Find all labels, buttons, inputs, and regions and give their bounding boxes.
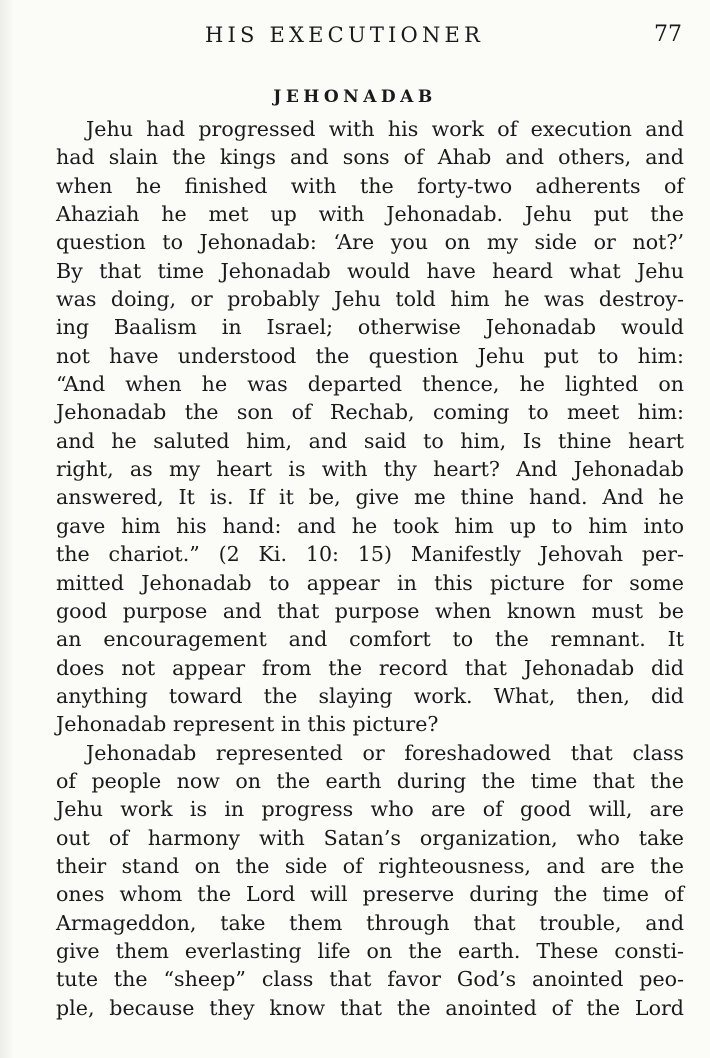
text-line: give them everlasting life on the earth. These consti- xyxy=(56,938,684,963)
text-line: their stand on the side of righteousness, and are the xyxy=(56,853,684,878)
page-edge-shadow xyxy=(0,0,14,1058)
text-line: an encouragement and comfort to the remnant. It xyxy=(56,627,684,652)
text-line: Armageddon, take them through that trouble, and xyxy=(56,910,684,935)
text-line: and he saluted him, and said to him, Is thine heart xyxy=(56,428,684,453)
text-line: Jehu had progressed with his work of execution and xyxy=(86,117,684,141)
text-line: when he finished with the forty-two adherents of xyxy=(56,173,684,198)
text-line: right, as my heart is with thy heart? And Jehonadab xyxy=(56,457,684,482)
text-line: ple, because they know that the anointed of the Lord xyxy=(56,995,684,1020)
body-text xyxy=(56,115,684,1022)
text-line: ing Baalism in Israel; otherwise Jehonadab would xyxy=(56,315,684,340)
text-line: Jehonadab the son of Rechab, coming to meet him: xyxy=(56,400,684,425)
text-line: Jehonadab represent in this picture? xyxy=(56,712,439,737)
text-line: not have understood the question Jehu put to him: xyxy=(56,343,684,368)
page-number: 77 xyxy=(654,22,682,47)
text-line: “And when he was departed thence, he lighted on xyxy=(56,372,684,397)
text-line: had slain the kings and sons of Ahab and others, and xyxy=(56,145,684,170)
text-line: mitted Jehonadab to appear in this picture for some xyxy=(56,570,684,595)
running-header xyxy=(0,20,710,50)
text-line: Jehonadab represented or foreshadowed that class xyxy=(86,740,684,765)
text-line: Ahaziah he met up with Jehonadab. Jehu put the xyxy=(56,202,684,227)
text-line: of people now on the earth during the time that the xyxy=(56,768,684,793)
text-line: anything toward the slaying work. What, then, did xyxy=(56,683,684,708)
text-line: question to Jehonadab: ‘Are you on my side or not?’ xyxy=(56,230,684,255)
text-line: good purpose and that purpose when known must be xyxy=(56,598,684,623)
text-line: ones whom the Lord will preserve during the time of xyxy=(56,882,684,907)
text-line: tute the “sheep” class that favor God’s anointed peo- xyxy=(56,967,684,992)
text-line: Jehu work is in progress who are of good will, are xyxy=(56,797,684,822)
running-title: HIS EXECUTIONER xyxy=(205,23,485,47)
text-line: out of harmony with Satan’s organization, who take xyxy=(56,825,684,850)
text-line: answered, It is. If it be, give me thine hand. And he xyxy=(56,485,684,510)
section-heading: JEHONADAB xyxy=(273,87,437,107)
text-line: does not appear from the record that Jehonadab did xyxy=(56,655,684,680)
text-line: By that time Jehonadab would have heard what Jehu xyxy=(56,258,684,283)
text-line: was doing, or probably Jehu told him he was destroy- xyxy=(56,287,684,312)
text-line: gave him his hand: and he took him up to him into xyxy=(56,513,684,538)
text-line: the chariot.” (2 Ki. 10: 15) Manifestly Jehovah per- xyxy=(56,542,684,567)
